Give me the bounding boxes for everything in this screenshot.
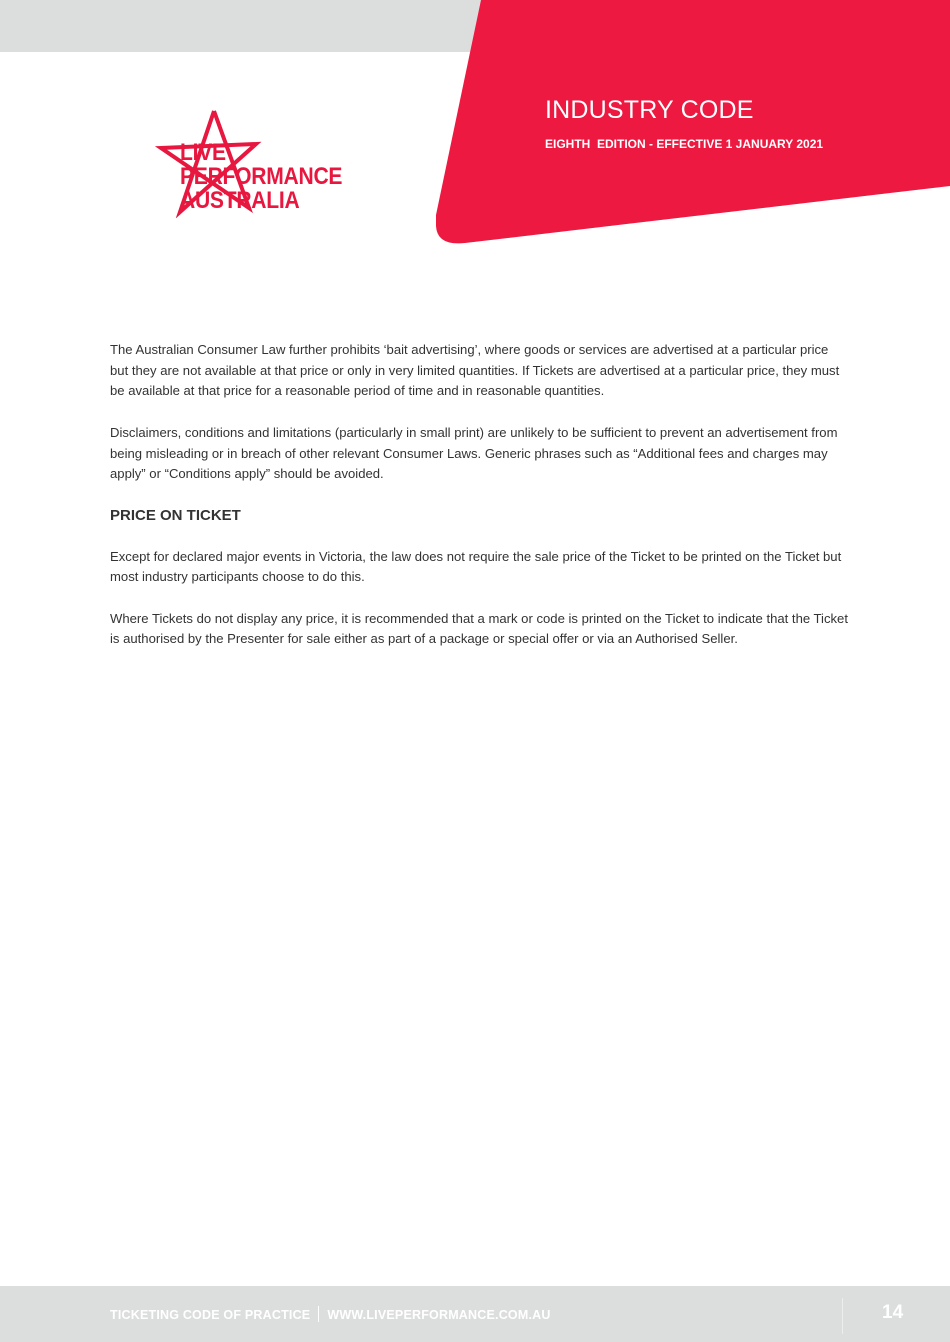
page-body (110, 340, 850, 671)
lpa-wordmark (180, 141, 342, 213)
document-title: INDUSTRY CODE (545, 96, 754, 124)
footer-label (110, 1306, 551, 1322)
paragraph-bait-advertising: The Australian Consumer Law further prohibits ‘bait advertising’, where goods or services are advertised at a particular price but they are not available at that price or only in very limited quantities. If Tickets are advertised at a particular price, they must be available at that price for a reasonable period of time and in reasonable quantities. (110, 342, 840, 399)
footer-separator (318, 1306, 319, 1322)
logo-line-australia: AUSTRALIA (180, 187, 300, 214)
footer-doc-title: TICKETING CODE OF PRACTICE (110, 1308, 311, 1322)
section-heading-price-on-ticket: PRICE ON TICKET (110, 506, 241, 524)
footer-divider (842, 1298, 843, 1334)
page-number: 14 (882, 1302, 904, 1323)
footer-website-link[interactable]: WWW.LIVEPERFORMANCE.COM.AU (327, 1308, 551, 1322)
document-edition: EIGHTH EDITION - EFFECTIVE 1 JANUARY 2021 (545, 137, 824, 151)
paragraph-no-price: Where Tickets do not display any price, it is recommended that a mark or code is printed on the Ticket to indicate that the Ticket is authorised by the Presenter for sale either as part of a package or special offer or via an Authorised Seller. (110, 610, 848, 647)
logo-line-performance: PERFORMANCE (180, 163, 343, 190)
logo-line-live: LIVE (180, 139, 226, 166)
paragraph-price-printed: Except for declared major events in Victoria, the law does not require the sale price of the Ticket to be printed on the Ticket but most industry participants choose to do this. (110, 548, 842, 585)
paragraph-disclaimers: Disclaimers, conditions and limitations (particularly in small print) are unlikely to be sufficient to prevent an advertisement from being misleading or in breach of other relevant Consumer Laws. Generic phrases such as “Additional fees and charges may apply” or “Conditions apply” should be avoided. (110, 424, 838, 482)
